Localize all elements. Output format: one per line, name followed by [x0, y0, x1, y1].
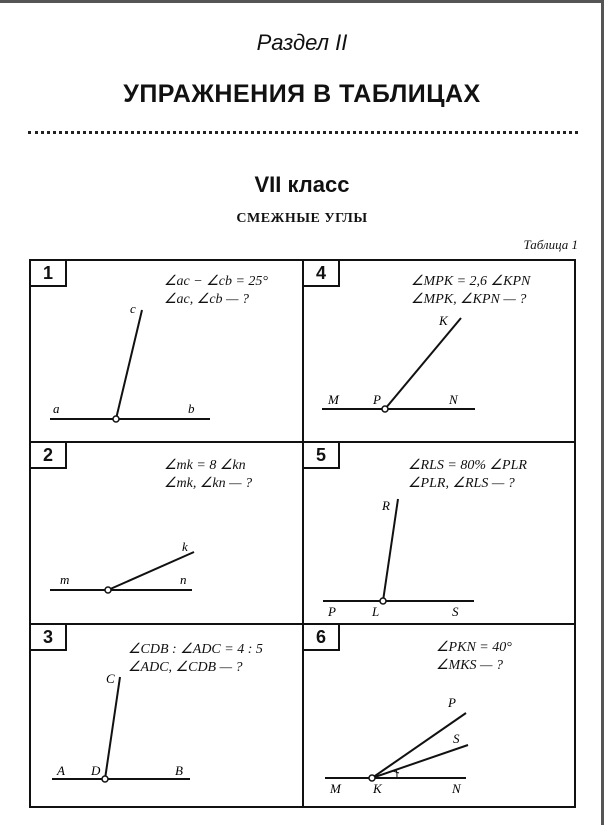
cell-5-number: 5 [304, 443, 340, 469]
cell-1-label-c: c [130, 301, 136, 316]
cell-6-ray-s [372, 745, 468, 778]
cell-3-label-A: A [57, 763, 65, 778]
cell-6-number: 6 [304, 625, 340, 651]
topic-title: СМЕЖНЫЕ УГЛЫ [236, 211, 368, 226]
cell-5-label-S: S [452, 604, 459, 619]
page-title: УПРАЖНЕНИЯ В ТАБЛИЦАХ [123, 80, 481, 108]
cell-4-number: 4 [304, 261, 340, 287]
cell-6-label-K: K [373, 781, 382, 796]
cell-2-label-n: n [180, 572, 187, 587]
cell-2-label-k: k [182, 539, 188, 554]
cell-4-label-P: P [373, 392, 381, 407]
cell-6-angle-tick [393, 771, 399, 773]
cell-4-label-K: K [439, 313, 448, 328]
cell-1-condition: ∠ac − ∠cb = 25° [164, 274, 269, 289]
cell-6-label-M: M [330, 781, 341, 796]
cell-2-label-m: m [60, 572, 70, 587]
cell-4-label-M: M [328, 392, 339, 407]
cell-6-label-S: S [453, 731, 460, 746]
cell-4-label-N: N [449, 392, 458, 407]
cell-1-question: ∠ac, ∠cb — ? [164, 292, 249, 307]
cell-3-number: 3 [31, 625, 67, 651]
cell-6-label-P: P [448, 695, 456, 710]
cell-3-label-B: B [175, 763, 183, 778]
cell-6-ray-p [372, 713, 466, 778]
cell-2-number: 2 [31, 443, 67, 469]
cell-1-number: 1 [31, 261, 67, 287]
section-title: Раздел II [256, 30, 348, 55]
cell-4-question: ∠MPK, ∠KPN — ? [411, 292, 527, 307]
cell-2-question: ∠mk, ∠kn — ? [164, 476, 253, 491]
cell-6-condition: ∠PKN = 40° [436, 640, 512, 655]
cell-3-question: ∠ADC, ∠CDB — ? [128, 660, 243, 675]
cell-3-label-D: D [91, 763, 101, 778]
cell-2-condition: ∠mk = 8 ∠kn [164, 458, 246, 473]
cell-5-label-P: P [328, 604, 336, 619]
grade-title: VII класс [254, 172, 350, 197]
cell-5-condition: ∠RLS = 80% ∠PLR [408, 458, 527, 473]
table-label: Таблица 1 [523, 237, 578, 252]
cell-3-label-C: C [106, 671, 115, 686]
cell-6-question: ∠MKS — ? [436, 658, 503, 673]
cell-1-label-a: a [53, 401, 60, 416]
cell-1-label-b: b [188, 401, 195, 416]
cell-6-label-N: N [452, 781, 461, 796]
cell-3-condition: ∠CDB : ∠ADC = 4 : 5 [128, 642, 263, 657]
cell-5-label-R: R [382, 498, 390, 513]
cell-5-label-L: L [372, 604, 380, 619]
cell-4-condition: ∠MPK = 2,6 ∠KPN [411, 274, 531, 289]
cell-5-question: ∠PLR, ∠RLS — ? [408, 476, 515, 491]
